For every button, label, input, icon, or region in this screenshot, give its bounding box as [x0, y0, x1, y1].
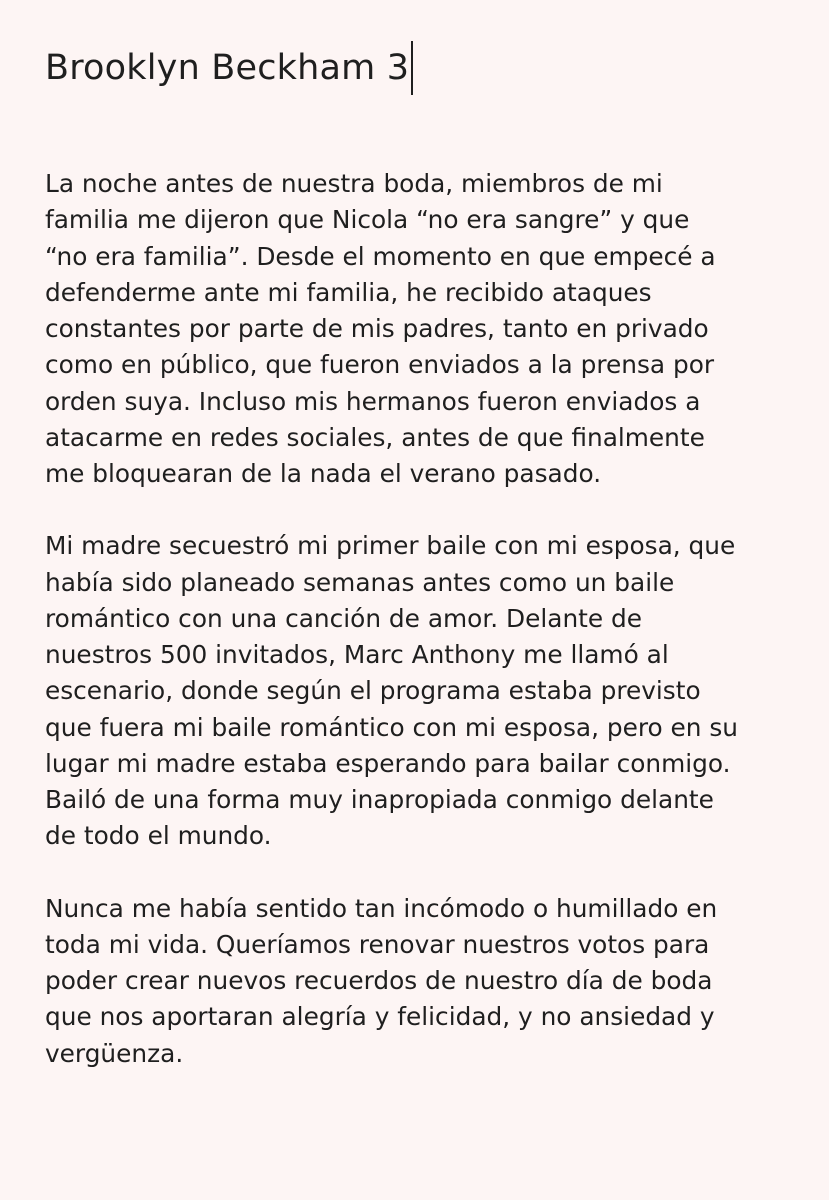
title-row[interactable] — [45, 30, 785, 106]
paragraph-2[interactable]: Mi madre secuestró mi primer baile con mi esposa, que había sido planeado semanas antes como un baile romántico con una canción de amor. Delante de nuestros 500 invitados, Marc Anthony me llamó al escenario, donde según el programa estaba previsto que fuera mi baile romántico con mi esposa, pero en su lugar mi madre estaba esperando para bailar conmigo. Bailó de una forma muy inapropiada conmigo delante de todo el mundo. — [45, 531, 739, 851]
note-body[interactable] — [45, 166, 785, 1072]
paragraph-1[interactable]: La noche antes de nuestra boda, miembros de mi familia me dijeron que Nicola “no era sangre” y que “no era familia”. Desde el momento en que empecé a defenderme ante mi familia, he recibido ataques constantes por parte de mis padres, tanto en privado como en público, que fueron enviados a la prensa por orden suya. Incluso mis hermanos fueron enviados a atacarme en redes sociales, antes de que finalmente me bloquearan de la nada el verano pasado. — [45, 169, 716, 488]
paragraph-3[interactable]: Nunca me había sentido tan incómodo o humillado en toda mi vida. Queríamos renovar nuestros votos para poder crear nuevos recuerdos de nuestro día de boda que nos aportaran alegría y felicidad, y no ansiedad y vergüenza. — [45, 893, 718, 1068]
note-title[interactable]: Brooklyn Beckham 3 — [45, 48, 410, 88]
text-cursor — [411, 41, 413, 95]
